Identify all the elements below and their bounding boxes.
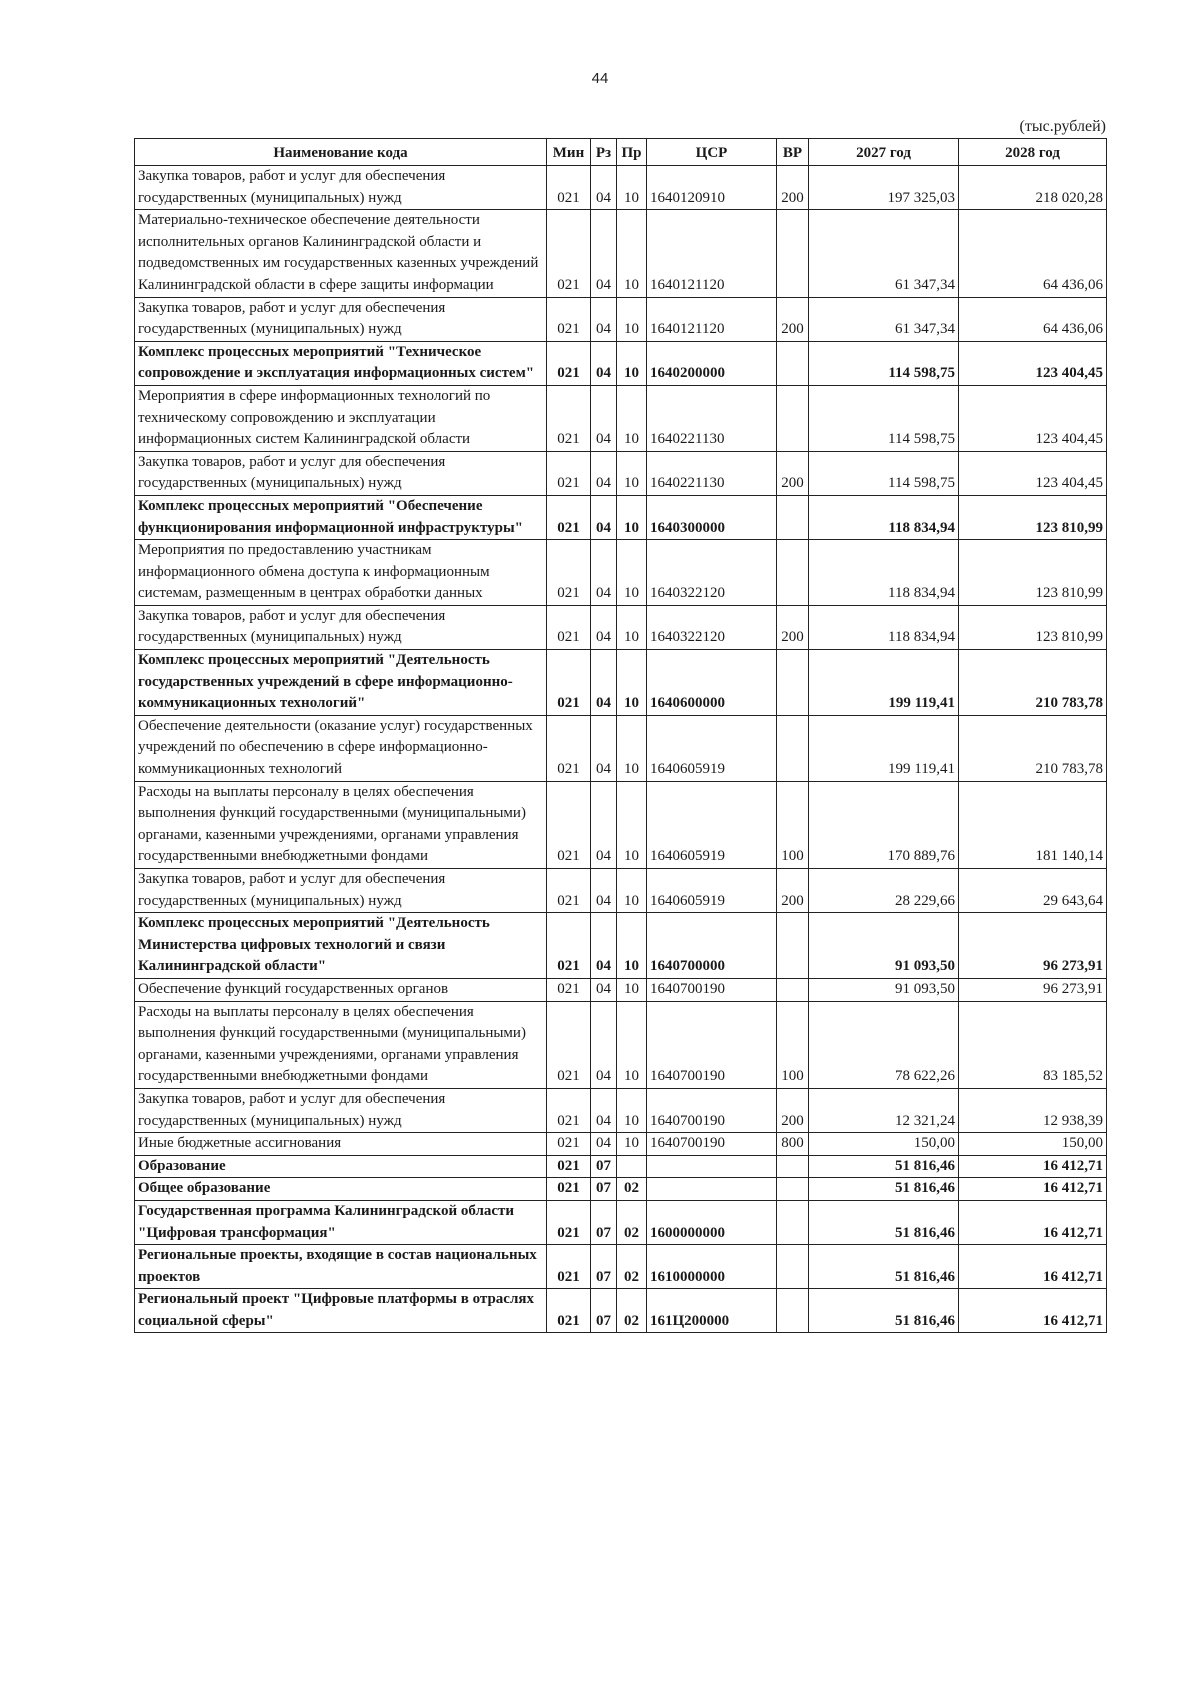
cell-2028: 210 783,78 <box>959 650 1107 716</box>
cell-pr: 10 <box>617 451 647 495</box>
cell-2028: 29 643,64 <box>959 869 1107 913</box>
cell-2028: 150,00 <box>959 1133 1107 1156</box>
cell-pr: 02 <box>617 1178 647 1201</box>
cell-min: 021 <box>547 210 591 297</box>
cell-min: 021 <box>547 451 591 495</box>
cell-csr: 1640300000 <box>647 495 777 539</box>
cell-2028: 123 810,99 <box>959 605 1107 649</box>
cell-csr: 1640700190 <box>647 1001 777 1088</box>
table-row <box>135 451 1107 495</box>
cell-name: Комплекс процессных мероприятий "Деятельность Министерства цифровых технологий и связи Калининградской области" <box>135 913 547 979</box>
table-row <box>135 540 1107 606</box>
cell-rz: 04 <box>591 913 617 979</box>
table-row <box>135 605 1107 649</box>
cell-name: Обеспечение функций государственных органов <box>135 978 547 1001</box>
table-row <box>135 978 1107 1001</box>
table-row <box>135 715 1107 781</box>
table-row <box>135 650 1107 716</box>
cell-2028: 16 412,71 <box>959 1200 1107 1244</box>
cell-pr: 02 <box>617 1200 647 1244</box>
units-label: (тыс.рублей) <box>1019 118 1106 135</box>
cell-rz: 04 <box>591 540 617 606</box>
cell-pr: 10 <box>617 540 647 606</box>
cell-vr: 100 <box>777 781 809 868</box>
table-row <box>135 1200 1107 1244</box>
cell-min: 021 <box>547 1155 591 1178</box>
cell-rz: 07 <box>591 1245 617 1289</box>
cell-rz: 04 <box>591 166 617 210</box>
table-row <box>135 1155 1107 1178</box>
cell-name: Государственная программа Калининградской области "Цифровая трансформация" <box>135 1200 547 1244</box>
cell-pr: 10 <box>617 869 647 913</box>
cell-pr: 10 <box>617 650 647 716</box>
cell-csr <box>647 1178 777 1201</box>
cell-vr <box>777 650 809 716</box>
cell-2028: 96 273,91 <box>959 978 1107 1001</box>
cell-pr: 02 <box>617 1245 647 1289</box>
cell-min: 021 <box>547 166 591 210</box>
cell-name: Расходы на выплаты персоналу в целях обеспечения выполнения функций государственными (муниципальными) органами, казенными учреждениями, органами управления государственными внебюджетными фондами <box>135 1001 547 1088</box>
cell-rz: 04 <box>591 1133 617 1156</box>
cell-csr: 1600000000 <box>647 1200 777 1244</box>
header-pr: Пр <box>617 139 647 166</box>
cell-2028: 64 436,06 <box>959 297 1107 341</box>
cell-pr: 02 <box>617 1289 647 1333</box>
cell-vr <box>777 978 809 1001</box>
cell-vr: 100 <box>777 1001 809 1088</box>
cell-vr <box>777 1155 809 1178</box>
table-row <box>135 166 1107 210</box>
cell-csr: 1640121120 <box>647 210 777 297</box>
cell-csr: 1640120910 <box>647 166 777 210</box>
cell-2027: 91 093,50 <box>809 978 959 1001</box>
cell-2027: 91 093,50 <box>809 913 959 979</box>
cell-min: 021 <box>547 869 591 913</box>
cell-min: 021 <box>547 1001 591 1088</box>
cell-vr <box>777 1200 809 1244</box>
cell-rz: 04 <box>591 715 617 781</box>
cell-2027: 51 816,46 <box>809 1289 959 1333</box>
cell-pr: 10 <box>617 166 647 210</box>
cell-csr: 1640605919 <box>647 715 777 781</box>
cell-csr <box>647 1155 777 1178</box>
cell-vr: 800 <box>777 1133 809 1156</box>
table-row <box>135 1245 1107 1289</box>
cell-csr: 1640121120 <box>647 297 777 341</box>
cell-name: Расходы на выплаты персоналу в целях обеспечения выполнения функций государственными (муниципальными) органами, казенными учреждениями, органами управления государственными внебюджетными фондами <box>135 781 547 868</box>
cell-pr: 10 <box>617 978 647 1001</box>
cell-2027: 197 325,03 <box>809 166 959 210</box>
cell-vr <box>777 385 809 451</box>
cell-csr: 1640322120 <box>647 605 777 649</box>
cell-rz: 04 <box>591 297 617 341</box>
cell-min: 021 <box>547 1245 591 1289</box>
cell-pr: 10 <box>617 1133 647 1156</box>
cell-pr: 10 <box>617 913 647 979</box>
cell-2027: 114 598,75 <box>809 385 959 451</box>
cell-name: Общее образование <box>135 1178 547 1201</box>
cell-vr <box>777 210 809 297</box>
cell-min: 021 <box>547 297 591 341</box>
table-row <box>135 297 1107 341</box>
cell-2028: 218 020,28 <box>959 166 1107 210</box>
cell-name: Комплекс процессных мероприятий "Деятельность государственных учреждений в сфере информационно-коммуникационных технологий" <box>135 650 547 716</box>
cell-csr: 1640605919 <box>647 869 777 913</box>
header-2027: 2027 год <box>809 139 959 166</box>
cell-csr: 1640221130 <box>647 451 777 495</box>
cell-2028: 210 783,78 <box>959 715 1107 781</box>
cell-vr <box>777 341 809 385</box>
cell-2027: 199 119,41 <box>809 715 959 781</box>
cell-2027: 114 598,75 <box>809 341 959 385</box>
cell-csr: 1640700190 <box>647 1088 777 1132</box>
cell-name: Иные бюджетные ассигнования <box>135 1133 547 1156</box>
cell-pr: 10 <box>617 781 647 868</box>
table-row <box>135 341 1107 385</box>
cell-vr: 200 <box>777 869 809 913</box>
cell-vr: 200 <box>777 451 809 495</box>
cell-csr: 1640700190 <box>647 978 777 1001</box>
table-row <box>135 1289 1107 1333</box>
cell-name: Закупка товаров, работ и услуг для обеспечения государственных (муниципальных) нужд <box>135 605 547 649</box>
cell-2028: 16 412,71 <box>959 1245 1107 1289</box>
table-body <box>135 166 1107 1333</box>
cell-csr: 1610000000 <box>647 1245 777 1289</box>
cell-2028: 16 412,71 <box>959 1155 1107 1178</box>
cell-2028: 12 938,39 <box>959 1088 1107 1132</box>
cell-vr: 200 <box>777 297 809 341</box>
cell-min: 021 <box>547 495 591 539</box>
cell-vr <box>777 495 809 539</box>
cell-vr: 200 <box>777 605 809 649</box>
cell-min: 021 <box>547 913 591 979</box>
table-row <box>135 1088 1107 1132</box>
header-min: Мин <box>547 139 591 166</box>
cell-name: Комплекс процессных мероприятий "Техническое сопровождение и эксплуатация информационных систем" <box>135 341 547 385</box>
cell-rz: 04 <box>591 385 617 451</box>
cell-vr <box>777 1245 809 1289</box>
cell-min: 021 <box>547 781 591 868</box>
cell-2027: 78 622,26 <box>809 1001 959 1088</box>
cell-2027: 12 321,24 <box>809 1088 959 1132</box>
cell-2027: 51 816,46 <box>809 1200 959 1244</box>
header-rz: Рз <box>591 139 617 166</box>
cell-pr: 10 <box>617 297 647 341</box>
header-csr: ЦСР <box>647 139 777 166</box>
cell-rz: 04 <box>591 650 617 716</box>
cell-2028: 16 412,71 <box>959 1178 1107 1201</box>
cell-rz: 04 <box>591 210 617 297</box>
cell-2028: 96 273,91 <box>959 913 1107 979</box>
cell-csr: 1640605919 <box>647 781 777 868</box>
cell-vr: 200 <box>777 166 809 210</box>
cell-rz: 04 <box>591 978 617 1001</box>
cell-name: Закупка товаров, работ и услуг для обеспечения государственных (муниципальных) нужд <box>135 869 547 913</box>
cell-rz: 04 <box>591 1088 617 1132</box>
cell-2027: 199 119,41 <box>809 650 959 716</box>
cell-rz: 07 <box>591 1289 617 1333</box>
cell-2027: 61 347,34 <box>809 210 959 297</box>
table-row <box>135 781 1107 868</box>
cell-min: 021 <box>547 1133 591 1156</box>
cell-name: Образование <box>135 1155 547 1178</box>
cell-2028: 123 810,99 <box>959 540 1107 606</box>
cell-rz: 04 <box>591 781 617 868</box>
table-row <box>135 210 1107 297</box>
cell-min: 021 <box>547 1178 591 1201</box>
cell-pr: 10 <box>617 1001 647 1088</box>
cell-2027: 51 816,46 <box>809 1178 959 1201</box>
cell-2028: 123 404,45 <box>959 341 1107 385</box>
cell-rz: 04 <box>591 605 617 649</box>
cell-name: Мероприятия по предоставлению участникам информационного обмена доступа к информационным системам, размещенным в центрах обработки данных <box>135 540 547 606</box>
cell-2027: 118 834,94 <box>809 495 959 539</box>
cell-pr: 10 <box>617 605 647 649</box>
cell-pr <box>617 1155 647 1178</box>
cell-pr: 10 <box>617 210 647 297</box>
cell-pr: 10 <box>617 1088 647 1132</box>
cell-2028: 123 404,45 <box>959 385 1107 451</box>
cell-vr <box>777 1178 809 1201</box>
header-2028: 2028 год <box>959 139 1107 166</box>
table-row <box>135 385 1107 451</box>
cell-min: 021 <box>547 385 591 451</box>
cell-csr: 1640322120 <box>647 540 777 606</box>
cell-name: Закупка товаров, работ и услуг для обеспечения государственных (муниципальных) нужд <box>135 451 547 495</box>
cell-2027: 118 834,94 <box>809 540 959 606</box>
table-row <box>135 913 1107 979</box>
cell-name: Региональный проект "Цифровые платформы в отраслях социальной сферы" <box>135 1289 547 1333</box>
cell-min: 021 <box>547 540 591 606</box>
table-row <box>135 869 1107 913</box>
header-vr: ВР <box>777 139 809 166</box>
cell-csr: 161Ц200000 <box>647 1289 777 1333</box>
cell-2028: 64 436,06 <box>959 210 1107 297</box>
cell-name: Комплекс процессных мероприятий "Обеспечение функционирования информационной инфраструктуры" <box>135 495 547 539</box>
page-number: 44 <box>591 70 609 87</box>
cell-2027: 51 816,46 <box>809 1155 959 1178</box>
cell-name: Региональные проекты, входящие в состав национальных проектов <box>135 1245 547 1289</box>
table-row <box>135 1178 1107 1201</box>
cell-2027: 170 889,76 <box>809 781 959 868</box>
table-header <box>135 139 1107 166</box>
cell-csr: 1640700000 <box>647 913 777 979</box>
cell-rz: 07 <box>591 1155 617 1178</box>
cell-2028: 123 810,99 <box>959 495 1107 539</box>
cell-2027: 114 598,75 <box>809 451 959 495</box>
cell-min: 021 <box>547 978 591 1001</box>
header-name: Наименование кода <box>135 139 547 166</box>
cell-rz: 04 <box>591 495 617 539</box>
cell-2028: 16 412,71 <box>959 1289 1107 1333</box>
cell-min: 021 <box>547 1289 591 1333</box>
cell-name: Закупка товаров, работ и услуг для обеспечения государственных (муниципальных) нужд <box>135 297 547 341</box>
cell-vr <box>777 913 809 979</box>
cell-min: 021 <box>547 1200 591 1244</box>
cell-pr: 10 <box>617 385 647 451</box>
cell-rz: 04 <box>591 341 617 385</box>
cell-2027: 61 347,34 <box>809 297 959 341</box>
cell-vr <box>777 540 809 606</box>
cell-vr: 200 <box>777 1088 809 1132</box>
cell-name: Материально-техническое обеспечение деятельности исполнительных органов Калининградской области и подведомственных им государственных казенных учреждений Калининградской области в сфере защиты информации <box>135 210 547 297</box>
cell-rz: 07 <box>591 1200 617 1244</box>
cell-rz: 04 <box>591 869 617 913</box>
cell-name: Мероприятия в сфере информационных технологий по техническому сопровождению и эксплуатации информационных систем Калининградской области <box>135 385 547 451</box>
cell-vr <box>777 715 809 781</box>
cell-min: 021 <box>547 1088 591 1132</box>
table-row <box>135 1133 1107 1156</box>
cell-2027: 28 229,66 <box>809 869 959 913</box>
cell-name: Закупка товаров, работ и услуг для обеспечения государственных (муниципальных) нужд <box>135 166 547 210</box>
cell-csr: 1640200000 <box>647 341 777 385</box>
cell-rz: 07 <box>591 1178 617 1201</box>
cell-pr: 10 <box>617 715 647 781</box>
cell-min: 021 <box>547 715 591 781</box>
cell-pr: 10 <box>617 495 647 539</box>
budget-table <box>134 138 1107 1333</box>
cell-2027: 51 816,46 <box>809 1245 959 1289</box>
cell-vr <box>777 1289 809 1333</box>
cell-2028: 181 140,14 <box>959 781 1107 868</box>
cell-pr: 10 <box>617 341 647 385</box>
cell-rz: 04 <box>591 1001 617 1088</box>
cell-csr: 1640600000 <box>647 650 777 716</box>
cell-2028: 123 404,45 <box>959 451 1107 495</box>
cell-csr: 1640700190 <box>647 1133 777 1156</box>
cell-min: 021 <box>547 605 591 649</box>
cell-2027: 118 834,94 <box>809 605 959 649</box>
table-row <box>135 495 1107 539</box>
cell-2028: 83 185,52 <box>959 1001 1107 1088</box>
cell-rz: 04 <box>591 451 617 495</box>
cell-csr: 1640221130 <box>647 385 777 451</box>
cell-name: Обеспечение деятельности (оказание услуг) государственных учреждений по обеспечению в сфере информационно-коммуникационных технологий <box>135 715 547 781</box>
cell-2027: 150,00 <box>809 1133 959 1156</box>
table-row <box>135 1001 1107 1088</box>
cell-min: 021 <box>547 341 591 385</box>
cell-min: 021 <box>547 650 591 716</box>
cell-name: Закупка товаров, работ и услуг для обеспечения государственных (муниципальных) нужд <box>135 1088 547 1132</box>
